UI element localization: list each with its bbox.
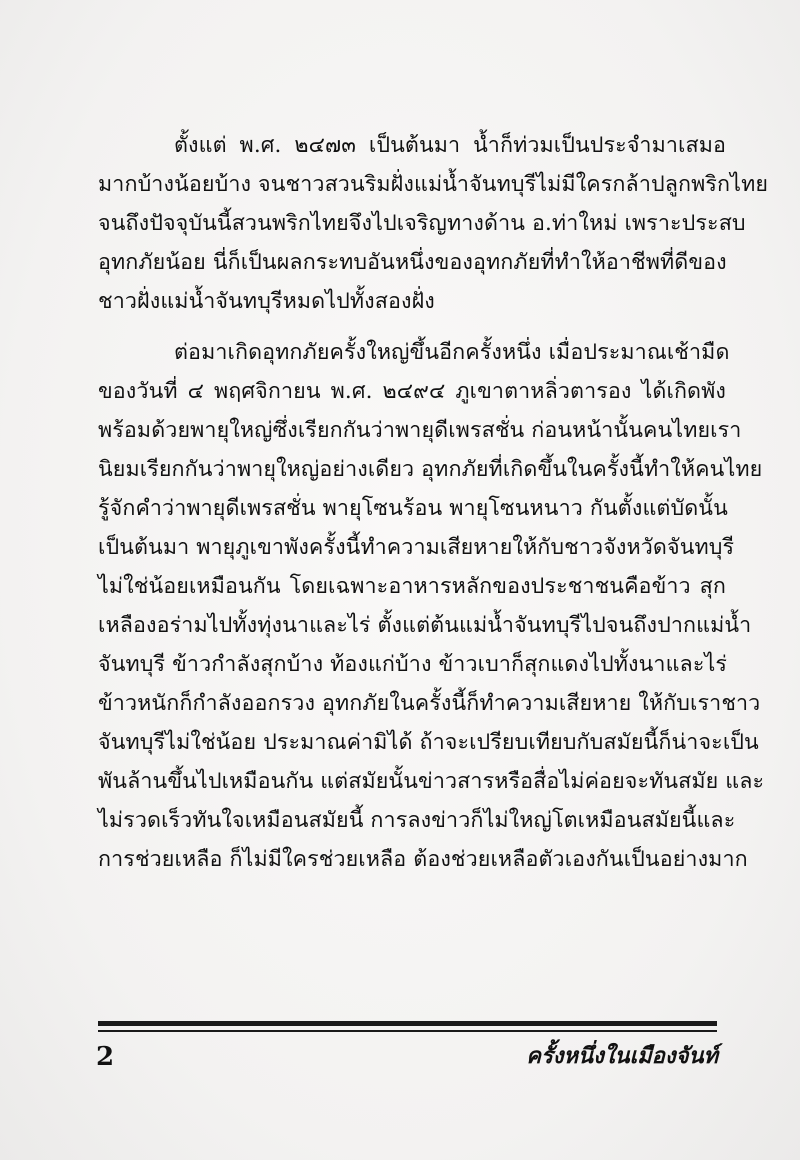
- footer-rule-thin: [98, 1030, 717, 1032]
- text-line: ของวันที่ ๔ พฤศจิกายน พ.ศ. ๒๔๙๔ ภูเขาตาหลิ่วตารอง ได้เกิดพัง: [98, 379, 726, 404]
- text-line: เหลืองอร่ามไปทั้งทุ่งนาและไร่ ตั้งแต่ต้นแม่น้ำจันทบุรีไปจนถึงปากแม่น้ำ: [98, 613, 752, 638]
- text-line: มากบ้างน้อยบ้าง จนชาวสวนริมฝั่งแม่น้ำจันทบุรีไม่มีใครกล้าปลูกพริกไทย: [98, 172, 769, 197]
- text-line: จันทบุรี ข้าวกำลังสุกบ้าง ท้องแก่บ้าง ข้าวเบาก็สุกแดงไปทั้งนาและไร่: [98, 652, 728, 677]
- paragraph-2: [98, 333, 765, 879]
- text-line: ชาวฝั่งแม่น้ำจันทบุรีหมดไปทั้งสองฝั่ง: [98, 289, 435, 314]
- text-line: พร้อมด้วยพายุใหญ่ซึ่งเรียกกันว่าพายุดีเพรสชั่น ก่อนหน้านั้นคนไทยเรา: [98, 418, 742, 443]
- body-text: [98, 126, 769, 879]
- footer-rule-thick: [98, 1021, 717, 1026]
- text-line: อุทกภัยน้อย นี่ก็เป็นผลกระทบอันหนึ่งของอุทกภัยที่ทำให้อาชีพที่ดีของ: [98, 250, 727, 275]
- text-line: พันล้านขึ้นไปเหมือนกัน แต่สมัยนั้นข่าวสารหรือสื่อไม่ค่อยจะทันสมัย และ: [98, 769, 765, 794]
- text-line: ไม่รวดเร็วทันใจเหมือนสมัยนี้ การลงข่าวก็ไม่ใหญ่โตเหมือนสมัยนี้และ: [98, 808, 736, 833]
- text-line: ตั้งแต่ พ.ศ. ๒๔๗๓ เป็นต้นมา น้ำก็ท่วมเป็นประจำมาเสมอ: [174, 133, 726, 158]
- text-line: นิยมเรียกกันว่าพายุใหญ่อย่างเดียว อุทกภัยที่เกิดขึ้นในครั้งนี้ทำให้คนไทย: [98, 457, 763, 482]
- paragraph-1: [98, 126, 769, 321]
- text-line: เป็นต้นมา พายุภูเขาพังครั้งนี้ทำความเสียหายให้กับชาวจังหวัดจันทบุรี: [98, 535, 735, 560]
- text-line: รู้จักคำว่าพายุดีเพรสชั่น พายุโซนร้อน พายุโซนหนาว กันตั้งแต่บัดนั้น: [98, 496, 728, 521]
- text-line: ข้าวหนักก็กำลังออกรวง อุทกภัยในครั้งนี้ก็ทำความเสียหาย ให้กับเราชาว: [98, 691, 761, 716]
- text-line: จันทบุรีไม่ใช่น้อย ประมาณค่ามิได้ ถ้าจะเปรียบเทียบกับสมัยนี้ก็น่าจะเป็น: [98, 730, 759, 755]
- running-footer-title: ครั้งหนึ่งในเมืองจันท์: [526, 1044, 718, 1069]
- page-number: 2: [96, 1042, 115, 1072]
- text-line: จนถึงปัจจุบันนี้สวนพริกไทยจึงไปเจริญทางด้าน อ.ท่าใหม่ เพราะประสบ: [98, 211, 746, 236]
- text-line: ต่อมาเกิดอุทกภัยครั้งใหญ่ขึ้นอีกครั้งหนึ่ง เมื่อประมาณเช้ามืด: [174, 340, 730, 365]
- text-line: การช่วยเหลือ ก็ไม่มีใครช่วยเหลือ ต้องช่วยเหลือตัวเองกันเป็นอย่างมาก: [98, 847, 748, 872]
- text-line: ไม่ใช่น้อยเหมือนกัน โดยเฉพาะอาหารหลักของประชาชนคือข้าว สุก: [98, 574, 726, 599]
